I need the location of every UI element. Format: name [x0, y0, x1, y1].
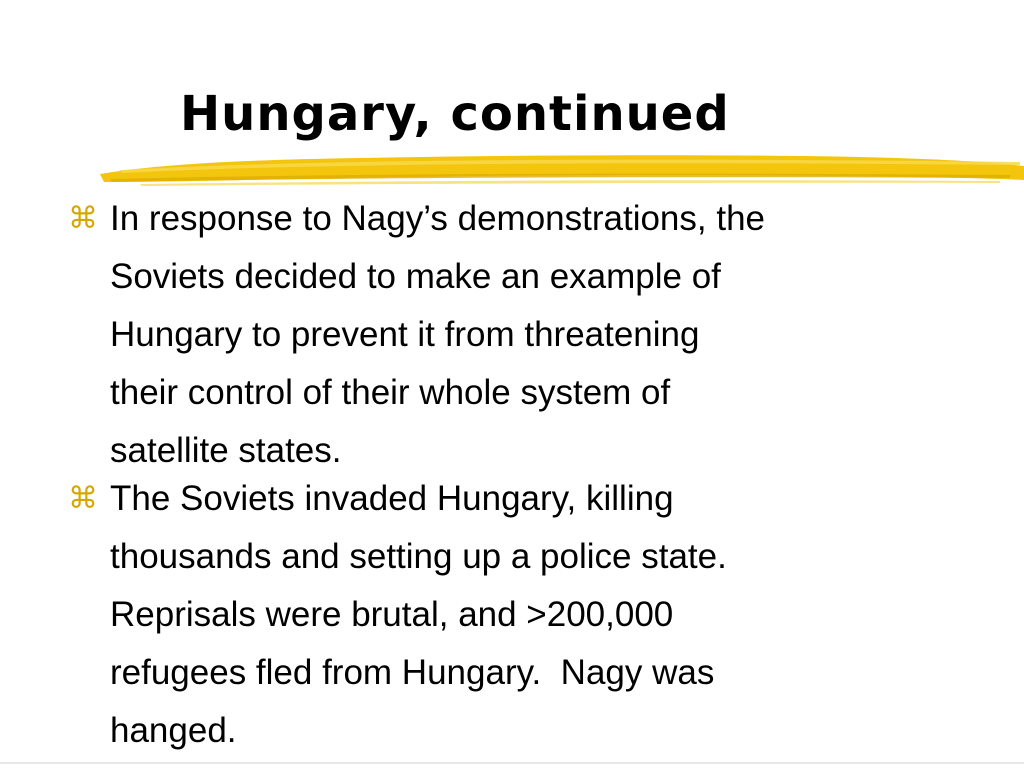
bullet-marker-icon: ⌘ — [68, 201, 98, 236]
bullet-text-line: In response to Nagy’s demonstrations, the — [110, 199, 766, 238]
bullet-text-line: thousands and setting up a police state. — [110, 537, 727, 576]
slide-title: Hungary, continued — [180, 86, 730, 142]
bullet-text-line: satellite states. — [110, 431, 342, 470]
bullet-text-line: Reprisals were brutal, and >200,000 — [110, 595, 674, 634]
bullet-text-line: The Soviets invaded Hungary, killing — [110, 479, 674, 518]
bullet-item — [68, 470, 968, 760]
bullet-text-line: Hungary to prevent it from threatening — [110, 315, 700, 354]
bullet-text-line: hanged. — [110, 711, 237, 750]
bottom-divider — [0, 762, 1024, 764]
bullet-item — [68, 190, 968, 480]
bullet-text-line: Soviets decided to make an example of — [110, 257, 721, 296]
bullet-text-line: refugees fled from Hungary. Nagy was — [110, 653, 715, 692]
bullet-marker-icon: ⌘ — [68, 481, 98, 516]
bullet-text-line: their control of their whole system of — [110, 373, 671, 412]
